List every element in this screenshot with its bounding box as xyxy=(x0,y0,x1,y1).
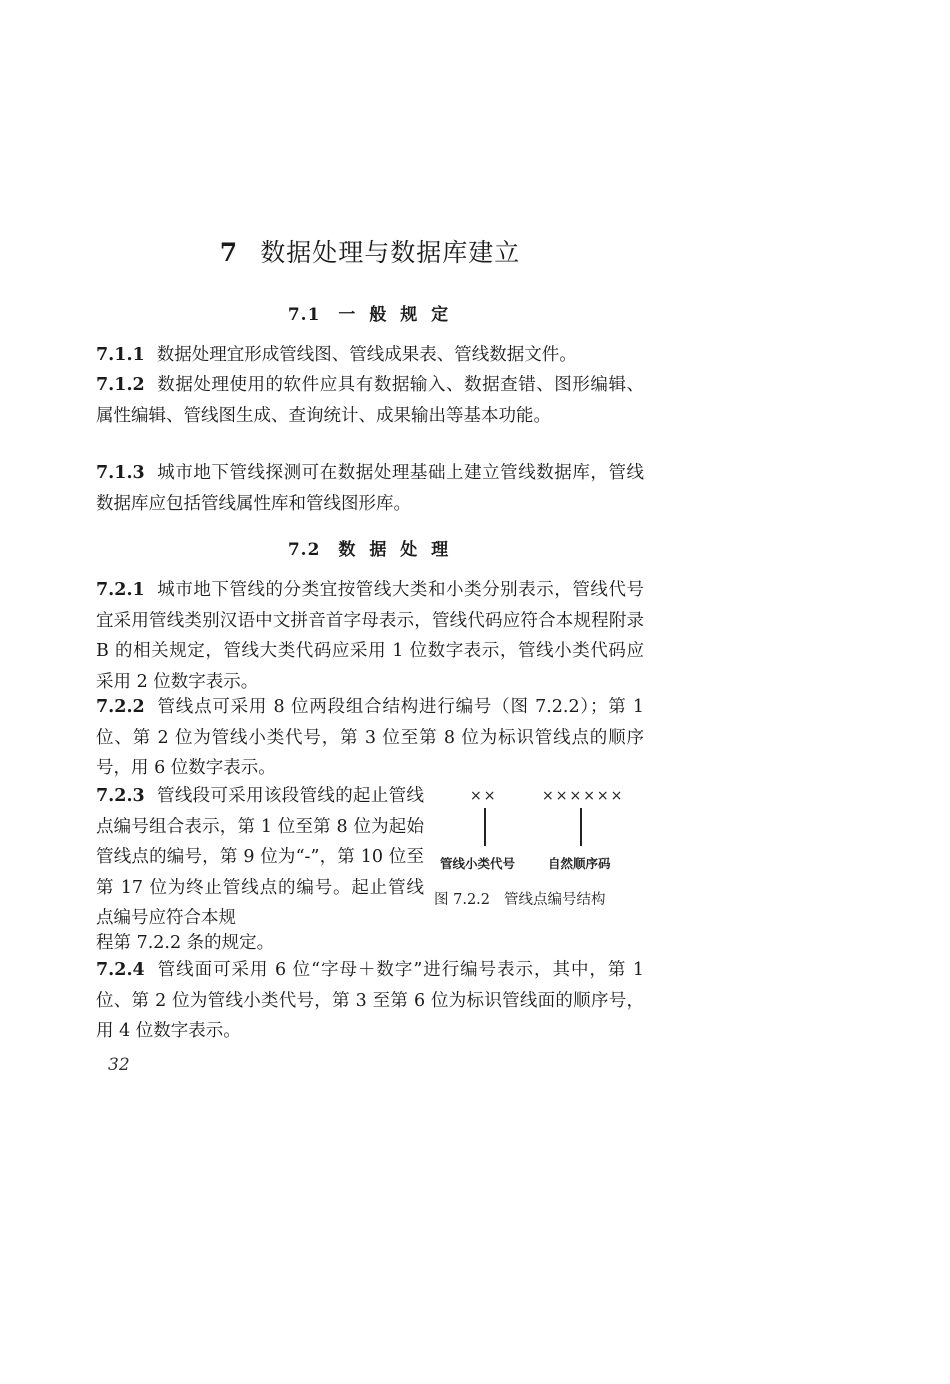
clause-7-1-3 xyxy=(96,458,644,519)
clause-number: 7.1.1 xyxy=(96,345,145,365)
clause-text: 管线面可采用 6 位“字母＋数字”进行编号表示，其中，第 1 位、第 2 位为管线小类代号，第 3 至第 6 位为标识管线面的顺序号，用 4 位数字表示。 xyxy=(96,960,644,1041)
clause-7-1-2 xyxy=(96,370,644,431)
clause-7-1-1 xyxy=(96,340,644,371)
clause-7-2-4 xyxy=(96,955,644,1047)
section-title: 一 般 规 定 xyxy=(338,305,453,325)
clause-text: 管线段可采用该段管线的起止管线点编号组合表示，第 1 位至第 8 位为起始管线点的编号，第 9 位为“-”，第 10 位至第 17 位为终止管线点的编号。起止管线点编号应符合本规 xyxy=(96,786,424,928)
clause-text-continued: 程第 7.2.2 条的规定。 xyxy=(96,933,275,953)
clause-7-2-2 xyxy=(96,692,644,784)
figure-caption-number: 图 7.2.2 xyxy=(434,892,491,908)
figure-connector-left xyxy=(484,808,486,846)
chapter-title xyxy=(0,233,740,269)
clause-text: 数据处理使用的软件应具有数据输入、数据查错、图形编辑、属性编辑、管线图生成、查询统计、成果输出等基本功能。 xyxy=(96,375,644,426)
figure-7-2-2 xyxy=(434,786,646,916)
clause-number: 7.1.2 xyxy=(96,375,145,395)
section-number: 7.1 xyxy=(287,305,321,325)
figure-code-left: ×× xyxy=(470,788,498,804)
figure-label-right: 自然顺序码 xyxy=(548,856,611,871)
clause-text: 管线点可采用 8 位两段组合结构进行编号（图 7.2.2）；第 1 位、第 2 位为管线小类代号，第 3 位至第 8 位为标识管线点的顺序号，用 6 位数字表示。 xyxy=(96,697,644,778)
section-heading-7-1 xyxy=(0,300,740,325)
section-heading-7-2 xyxy=(0,535,740,560)
page-number: 32 xyxy=(108,1055,130,1075)
figure-code-right: ×××××× xyxy=(542,788,625,804)
figure-caption xyxy=(434,888,606,909)
clause-number: 7.2.1 xyxy=(96,580,145,600)
clause-number: 7.2.4 xyxy=(96,960,145,980)
figure-label-left: 管线小类代号 xyxy=(440,856,516,871)
clause-text: 城市地下管线的分类宜按管线大类和小类分别表示，管线代号宜采用管线类别汉语中文拼音首字母表示，管线代码应符合本规程附录 B 的相关规定，管线大类代码应采用 1 位数字表示，管线小类代码应采用 2 位数字表示。 xyxy=(96,580,644,692)
section-title: 数 据 处 理 xyxy=(338,540,453,560)
clause-number: 7.2.2 xyxy=(96,697,145,717)
figure-caption-title: 管线点编号结构 xyxy=(504,892,606,908)
clause-number: 7.2.3 xyxy=(96,786,145,806)
figure-connector-right xyxy=(580,808,582,846)
clause-7-2-3-continued xyxy=(96,928,644,959)
clause-7-2-3 xyxy=(96,781,424,934)
chapter-title-text: 数据处理与数据库建立 xyxy=(260,238,521,267)
clause-number: 7.1.3 xyxy=(96,463,145,483)
section-number: 7.2 xyxy=(287,540,321,560)
chapter-number: 7 xyxy=(219,238,239,267)
clause-text: 数据处理宜形成管线图、管线成果表、管线数据文件。 xyxy=(156,345,577,365)
clause-7-2-1 xyxy=(96,575,644,697)
clause-text: 城市地下管线探测可在数据处理基础上建立管线数据库，管线数据库应包括管线属性库和管线图形库。 xyxy=(96,463,644,514)
